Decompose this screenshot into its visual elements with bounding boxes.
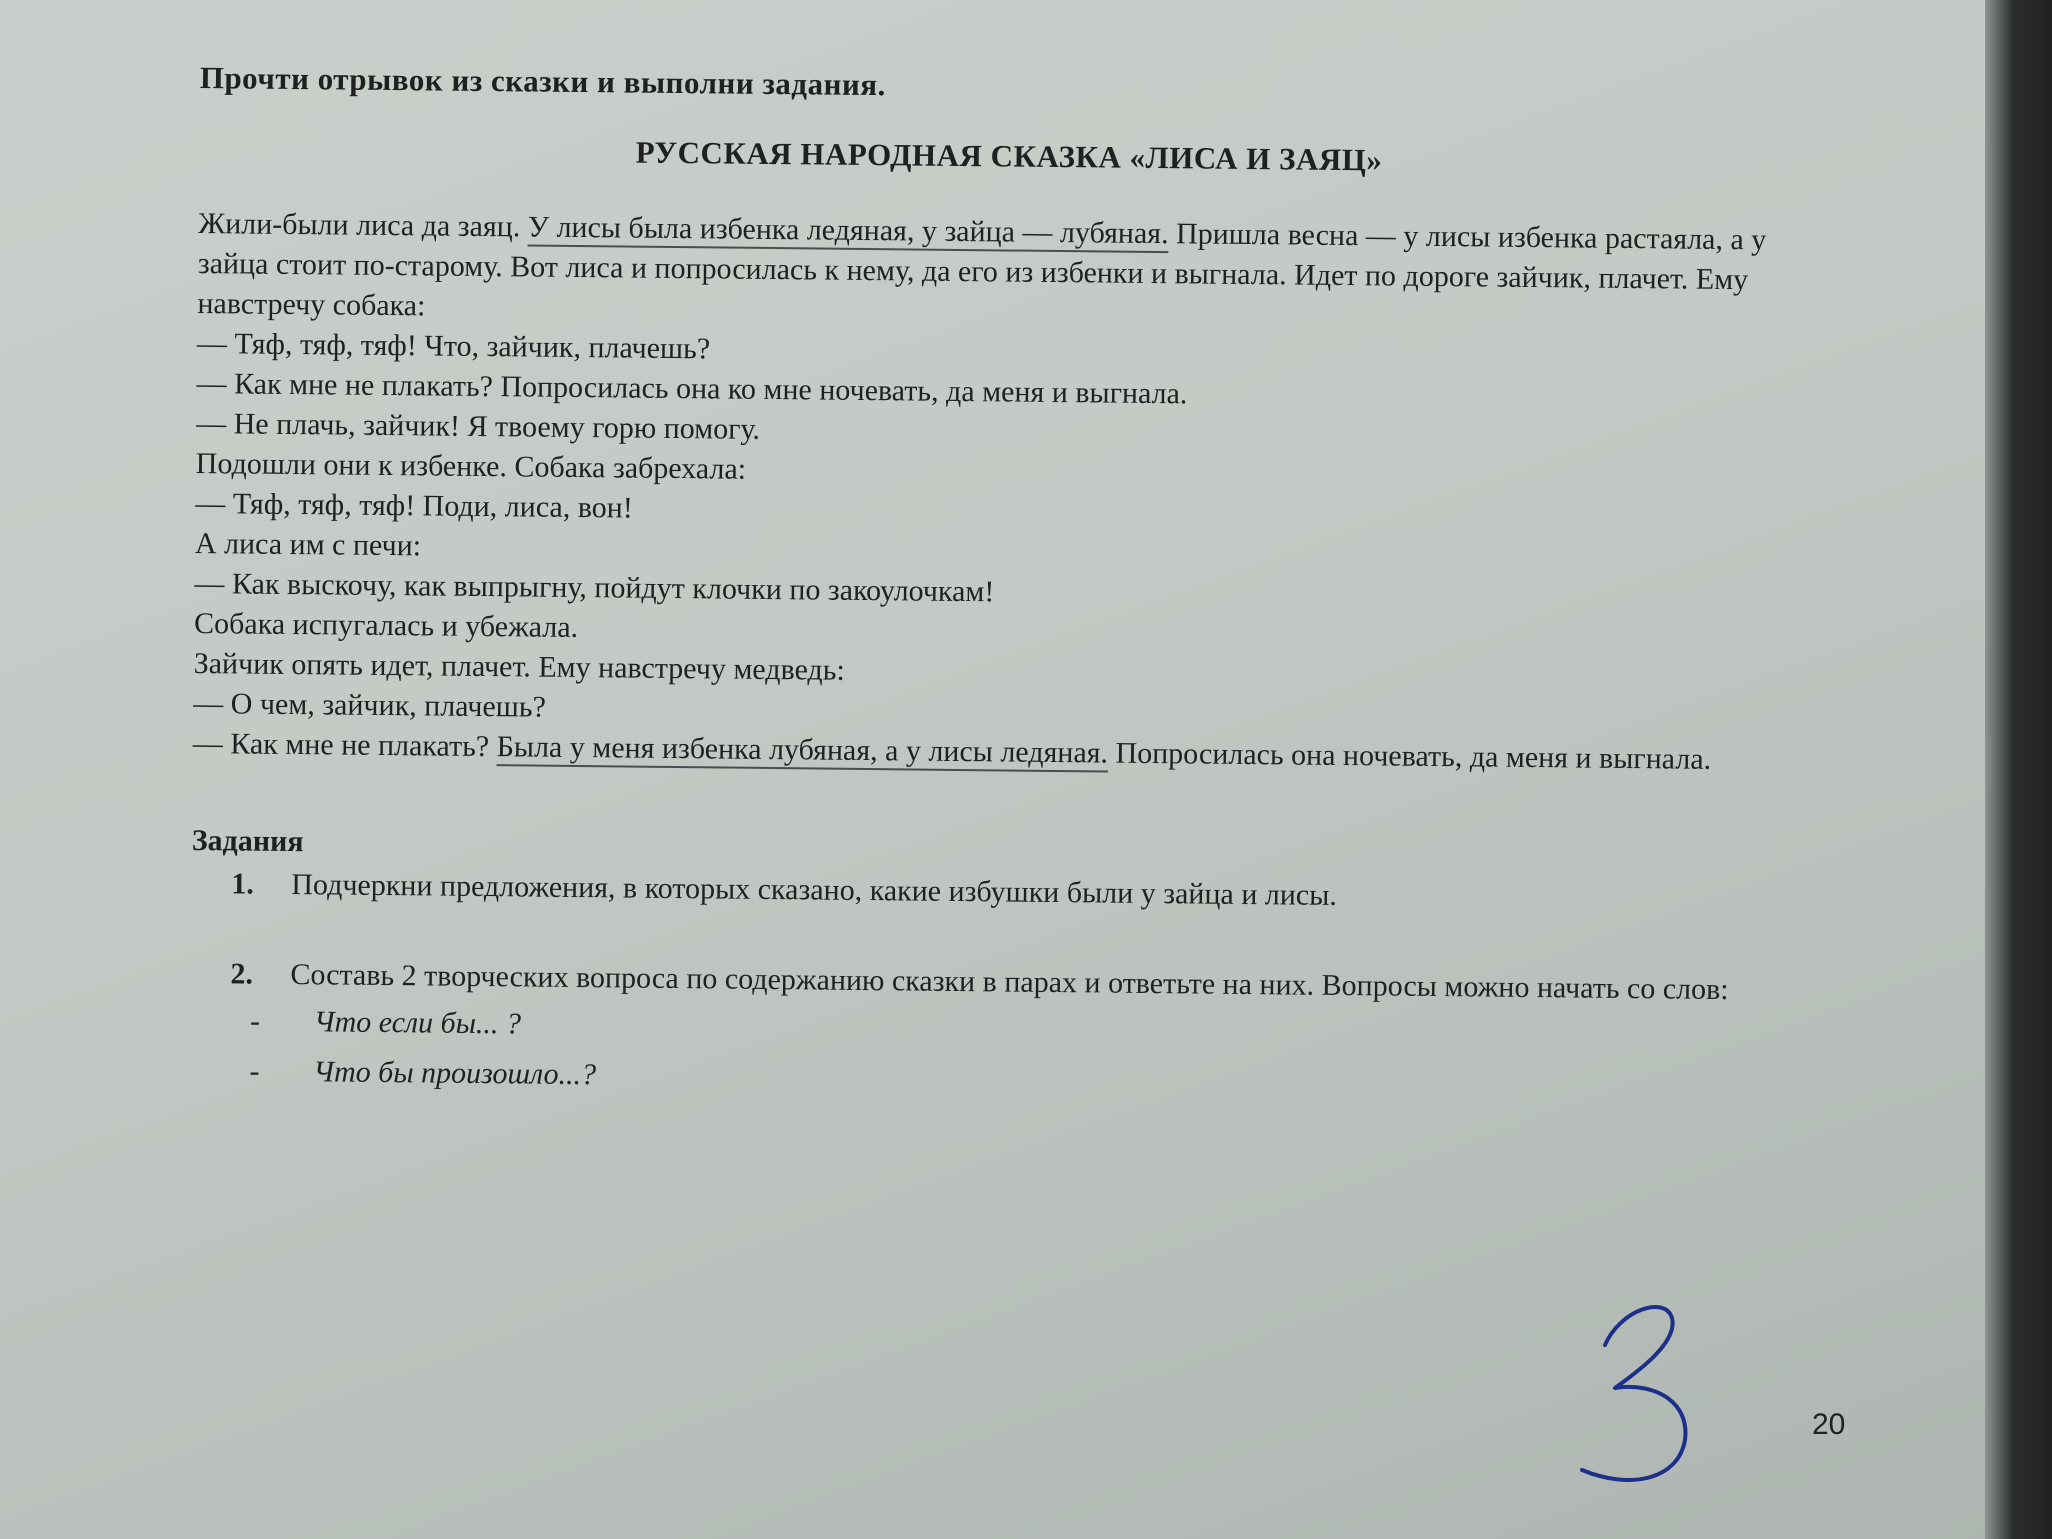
story-line: Подошли они к избенке. Собака забрехала: — [195, 446, 747, 486]
task-number: 2. — [230, 957, 254, 991]
page-number: 20 — [1812, 1408, 1846, 1441]
bullet-text: Что бы произошло...? — [313, 1055, 597, 1092]
instruction-heading: Прочти отрывок из сказки и выполни задания. — [199, 60, 887, 103]
story-sentence: Пришла весна — у лисы избенка растаяла, а у зайца стоит по-старому. Вот лиса и попросилась к нему, да его из избенки и выгнала. Идет по дороге зайчик, плачет. Ему навстречу собака: — [197, 217, 1767, 323]
story-sentence: Попросилась она ночевать, да меня и выгнала. — [1107, 736, 1712, 776]
page-fold-shadow — [1985, 0, 2052, 1539]
story-line: — О чем, зайчик, плачешь? — [193, 686, 547, 724]
story-sentence: Жили-были лиса да заяц. — [198, 206, 528, 244]
story-text — [193, 204, 1819, 781]
bullet-dash: - — [249, 1054, 260, 1088]
page-content — [189, 60, 1820, 1113]
story-line: — Не плачь, зайчик! Я твоему горю помогу. — [196, 406, 761, 446]
story-line: Собака испугалась и убежала. — [193, 606, 579, 644]
story-sentence: — Как мне не плакать? — [192, 726, 497, 764]
question-starters — [249, 997, 1810, 1113]
story-line: — Как мне не плакать? Попросилась она ко мне ночевать, да меня и выгнала. — [196, 366, 1188, 411]
underlined-sentence-2: Была у меня избенка лубяная, а у лисы ледяная. — [496, 730, 1109, 770]
bullet-dash: - — [249, 1004, 261, 1038]
handwritten-grade — [1560, 1290, 1710, 1510]
tasks-heading: Задания — [191, 823, 304, 859]
story-line: Зайчик опять идет, плачет. Ему навстречу медведь: — [193, 646, 845, 687]
bullet-text: Что если бы... ? — [313, 1005, 522, 1041]
story-title: РУССКАЯ НАРОДНАЯ СКАЗКА «ЛИСА И ЗАЯЦ» — [635, 134, 1383, 178]
story-line: — Как выскочу, как выпрыгну, пойдут клочки по закоулочкам! — [194, 566, 995, 609]
task-text: Составь 2 творческих вопроса по содержанию сказки в парах и ответьте на них. Вопросы можно начать со слов: — [290, 957, 1729, 1007]
task-number: 1. — [231, 867, 255, 901]
underlined-sentence-1: У лисы была избенка ледяная, у зайца — лубяная. — [527, 210, 1169, 251]
story-line: — Тяф, тяф, тяф! Что, зайчик, плачешь? — [196, 326, 711, 366]
story-paragraph-1 — [197, 204, 1818, 341]
story-line: — Тяф, тяф, тяф! Поди, лиса, вон! — [195, 486, 633, 525]
story-line: А лиса им с печи: — [194, 526, 422, 563]
task-text: Подчеркни предложения, в которых сказано, какие избушки были у зайца и лисы. — [291, 868, 1338, 912]
